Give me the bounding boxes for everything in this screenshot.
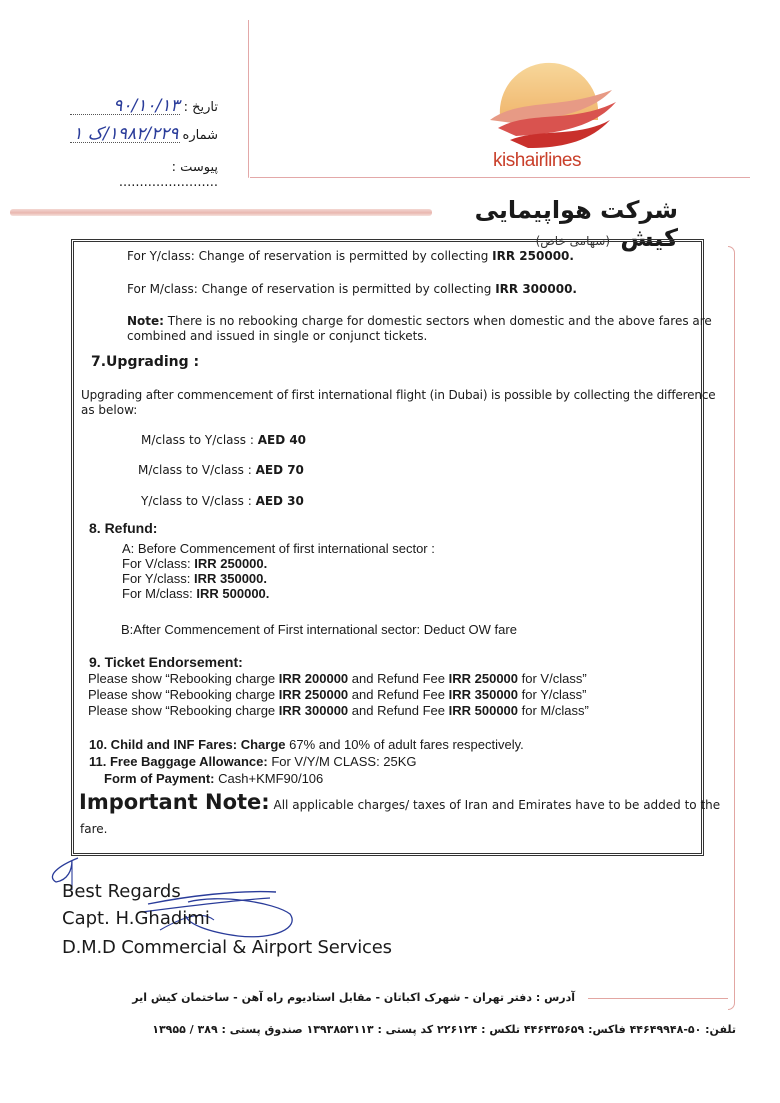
right-frame-line <box>728 246 735 1010</box>
date-dotted-line <box>70 114 180 115</box>
header-frame-bottom-line <box>250 177 750 178</box>
bottom-frame-line <box>588 998 728 999</box>
rebooking-charge: IRR 300000 <box>278 703 349 718</box>
kish-airlines-logo-icon <box>480 58 630 158</box>
upgrade-item <box>141 433 306 447</box>
signatory-name: Capt. H.Ghadimi <box>62 908 210 929</box>
baggage-line <box>89 754 417 769</box>
footer-address: آدرس : دفتر تهران - شهرک اکباتان - مقابل استادیوم راه آهن - ساختمان کیش ایر <box>132 991 575 1004</box>
endorsement-line <box>88 687 586 702</box>
endorsement-heading: 9. Ticket Endorsement: <box>89 654 243 670</box>
upgrade-item <box>138 463 304 477</box>
refund-item-label: For M/class: <box>122 586 197 601</box>
logo-wordmark: kishairlines <box>493 150 581 171</box>
endorsement-text: Please show “Rebooking charge <box>88 671 279 686</box>
endorsement-text: for Y/class” <box>518 687 587 702</box>
refund-item-label: For V/class: <box>122 556 195 571</box>
refund-item <box>122 556 267 571</box>
upgrade-item-value: AED 70 <box>255 463 304 477</box>
payment-line <box>104 771 323 786</box>
note-line-1 <box>127 314 712 328</box>
header-stripe <box>10 209 432 216</box>
date-value: ۹۰/۱۰/۱۳ <box>113 96 180 116</box>
endorsement-text: for M/class” <box>518 703 589 718</box>
refund-item-label: For Y/class: <box>122 571 195 586</box>
number-label: شماره <box>182 128 218 143</box>
endorsement-text: and Refund Fee <box>348 687 449 702</box>
number-dotted-line <box>70 142 180 143</box>
endorsement-line <box>88 703 589 718</box>
upgrade-item-label: M/class to Y/class : <box>141 433 258 447</box>
endorsement-text: and Refund Fee <box>348 703 449 718</box>
refund-a-line: A: Before Commencement of first international sector : <box>122 541 435 556</box>
child-fares-heading: 10. Child and INF Fares: Charge <box>89 737 286 752</box>
note-line-2 <box>127 329 427 343</box>
attachment-field: پیوست : ........................ <box>118 160 218 190</box>
payment-text: Cash+KMF90/106 <box>214 771 324 786</box>
refund-heading: 8. Refund: <box>89 520 158 536</box>
baggage-heading: 11. Free Baggage Allowance: <box>89 754 268 769</box>
upgrade-item-value: AED 40 <box>257 433 307 447</box>
refund-item-value: IRR 250000. <box>194 556 268 571</box>
signatory-title: D.M.D Commercial & Airport Services <box>62 937 392 958</box>
y-class-change-line <box>127 249 574 263</box>
refund-item <box>122 571 267 586</box>
upgrade-item <box>141 494 304 508</box>
attachment-label: پیوست <box>180 160 218 175</box>
upgrade-item-label: M/class to V/class : <box>138 463 256 477</box>
important-note-line-2: fare. <box>80 822 108 836</box>
rebooking-charge: IRR 250000 <box>278 687 349 702</box>
payment-heading: Form of Payment: <box>104 771 215 786</box>
refund-item-value: IRR 350000. <box>194 571 268 586</box>
endorsement-line <box>88 671 587 686</box>
number-value: ۱۹۸۲/۲۲۹/ک ۱ <box>73 124 179 144</box>
y-class-change-text: For Y/class: Change of reservation is permitted by collecting <box>127 249 493 263</box>
number-field <box>10 124 218 144</box>
m-class-change-amount: IRR 300000. <box>495 282 577 296</box>
date-label: تاریخ <box>192 100 218 115</box>
refund-fee: IRR 250000 <box>448 671 519 686</box>
refund-fee: IRR 500000 <box>448 703 519 718</box>
company-name: شرکت هواپیمایی کیش <box>474 196 678 252</box>
child-fares-text: 67% and 10% of adult fares respectively. <box>285 737 524 752</box>
company-type: (سهامی خاص) <box>535 234 610 248</box>
upgrading-line-2: as below: <box>81 403 138 417</box>
note-label: Note: <box>127 314 164 328</box>
endorsement-text: Please show “Rebooking charge <box>88 703 279 718</box>
refund-item-value: IRR 500000. <box>196 586 270 601</box>
note-text-2: combined and issued in single or conjunct tickets. <box>127 329 428 343</box>
important-note-heading: Important Note: <box>79 790 270 814</box>
header-frame-left-line <box>248 20 249 178</box>
baggage-text: For V/Y/M CLASS: 25KG <box>267 754 417 769</box>
important-note-text: All applicable charges/ taxes of Iran and Emirates have to be added to the <box>269 798 721 812</box>
rebooking-charge: IRR 200000 <box>278 671 349 686</box>
note-text-1: There is no rebooking charge for domestic sectors when domestic and the above fares are <box>163 314 712 328</box>
upgrade-item-value: AED 30 <box>255 494 304 508</box>
important-note-line <box>79 790 720 814</box>
y-class-change-amount: IRR 250000. <box>492 249 574 263</box>
endorsement-text: Please show “Rebooking charge <box>88 687 279 702</box>
footer-contacts: تلفن: ۵۰-۴۴۶۴۹۹۴۸ فاکس: ۴۴۶۴۳۵۶۵۹ تلکس : ۲۲۶۱۲۴ کد پستی : ۱۳۹۳۸۵۳۱۱۳ صندوق پستی : ۳۸۹ / ۱۳۹۵۵ <box>152 1023 736 1036</box>
m-class-change-line <box>127 282 577 296</box>
refund-item <box>122 586 269 601</box>
endorsement-text: and Refund Fee <box>348 671 449 686</box>
refund-fee: IRR 350000 <box>448 687 519 702</box>
child-fares-line <box>89 737 524 752</box>
upgrade-item-label: Y/class to V/class : <box>141 494 256 508</box>
refund-b-line: B:After Commencement of First international sector: Deduct OW fare <box>121 622 517 637</box>
best-regards: Best Regards <box>62 881 181 902</box>
endorsement-text: for V/class” <box>518 671 587 686</box>
m-class-change-text: For M/class: Change of reservation is permitted by collecting <box>127 282 496 296</box>
upgrading-heading: 7.Upgrading : <box>91 354 200 370</box>
upgrading-line-1: Upgrading after commencement of first international flight (in Dubai) is possible by collecting the difference <box>81 388 716 402</box>
date-field: تاریخ : ۹۰/۱۰/۱۳ <box>113 96 218 116</box>
